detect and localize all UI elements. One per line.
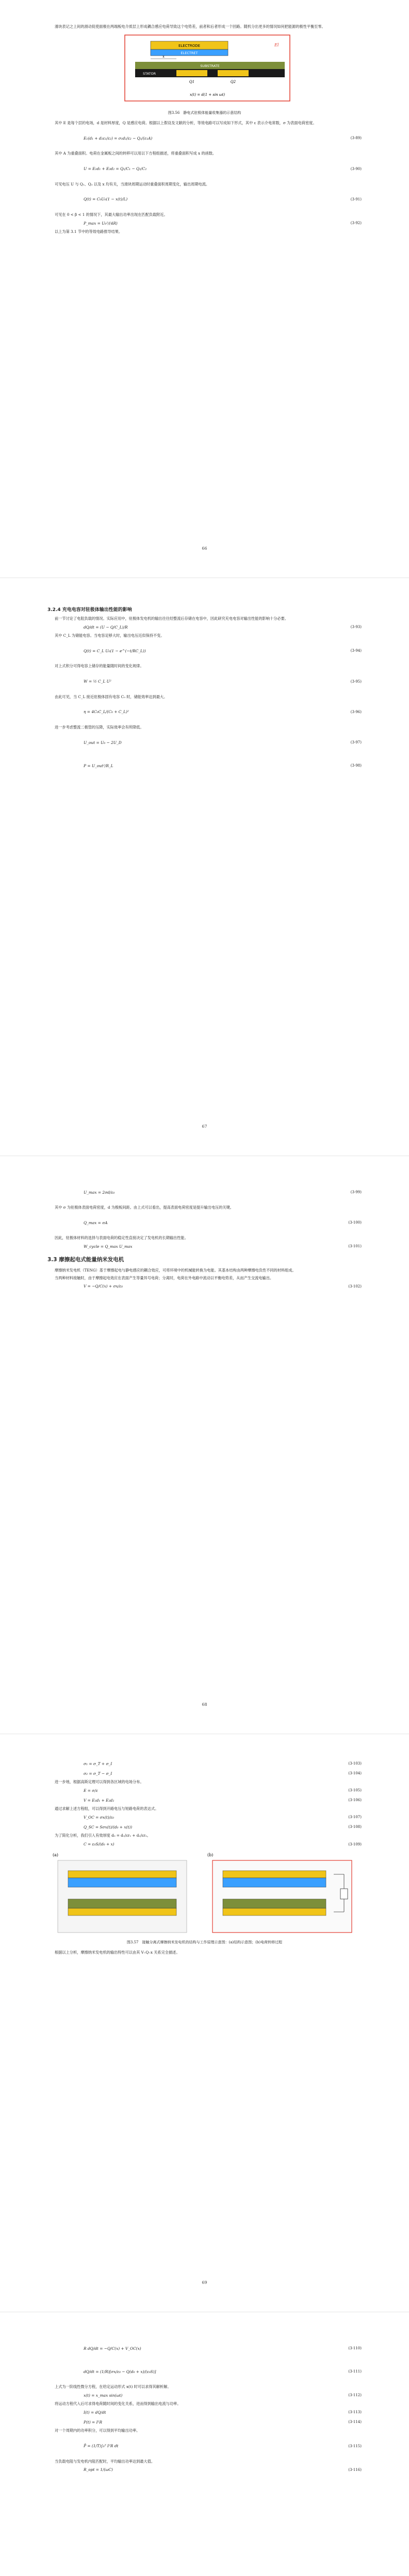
page-1: [0, 0, 409, 578]
paragraph: 摩擦纳米发电机（TENG）基于摩擦起电与静电感应的耦合效应，可将环境中的机械能转换为电能。其基本结构由两种摩擦电负性不同的材料组成。: [55, 1268, 296, 1273]
equation-number: (3-100): [348, 1221, 362, 1225]
paragraph: 将运动方程代入后可求得电荷随时间的变化关系，进而得到输出电流与功率。: [55, 2401, 181, 2406]
equation-body: x(t) = x_max sin(ωt): [84, 2393, 123, 2398]
paragraph: 其中 E 是每个层的电场，d 是材料厚度，Q 是感应电荷。根据以上假设及文献的分析，等效电路可以写成如下形式，其中 ε 表示介电常数，σ 为表面电荷密度。: [55, 121, 317, 126]
equation: [47, 640, 362, 662]
paragraph: 进一步地，根据高斯定理可以得到各区域的电场分布。: [55, 1780, 144, 1784]
x-label: x: [162, 55, 165, 59]
equation-number: (3-106): [348, 1798, 362, 1803]
equation-body: V = −Q/C(x) + σx/ε₀: [84, 1284, 123, 1289]
equation-number: (3-108): [348, 1825, 362, 1829]
equation: [47, 755, 362, 776]
q2-label: Q2: [230, 80, 236, 84]
equation-number: (3-90): [350, 166, 362, 171]
equation-body: W = ½ C_L U²: [84, 679, 111, 684]
page-number: 69: [202, 2280, 207, 2285]
equation: [47, 1823, 362, 1831]
electret-figure: [47, 31, 362, 108]
intro-paragraph: 滑块表记之上间的滑动促使面极在两端板电介质层上形成耦合感应电荷导致这个电势差，前者和后者形成一个回路。随机分出更多的情况如何把能源的极性平衡至零。: [55, 24, 325, 29]
page-number: 66: [202, 546, 207, 551]
paragraph: 其中 σ 为驻极体表面电荷密度，d 为极板间距。由上式可以看出，提高表面电荷密度是提升输出电压的关键。: [55, 1205, 234, 1210]
paragraph: 根据以上分析，摩擦纳米发电机的输出特性可以由其 V–Q–x 关系完全描述。: [55, 1950, 180, 1955]
equation-body: P_max = U₀²/(4R): [84, 221, 118, 226]
equation: [47, 2391, 362, 2399]
equation-body: E = σ/ε: [84, 1788, 98, 1793]
equation: [47, 1282, 362, 1291]
equation-number: (3-97): [350, 740, 362, 745]
paragraph: 前一节讨论了电阻负载的情况。实际应用中，驻极体发电机的输出往往经整流后存储在电容中，因此研究充电电容对输出性能的影响十分必要。: [55, 616, 288, 621]
page-4: [0, 1734, 409, 2312]
equation-body: U = E₁d₁ + E₂d₂ = Q₁/C₁ − Q₂/C₂: [84, 166, 147, 172]
q1-label: Q1: [189, 80, 195, 84]
equation-body: R dQ/dt = −Q/C(x) + V_OC(x): [84, 2346, 141, 2351]
motion-equation-label: x(t) = d(1 + sin ωt): [189, 93, 225, 97]
equation-number: (3-101): [348, 1244, 362, 1249]
equation-number: (3-91): [350, 197, 362, 201]
page-5: [0, 2312, 409, 2576]
paragraph: 当两种材料接触时，由于摩擦起电效应在表面产生等量异号电荷；分离时，电荷在外电路中流动以平衡电势差，从而产生交流电输出。: [55, 1275, 274, 1280]
paragraph: 通过求解上述方程组，可以得到开路电压与短路电荷的表达式。: [55, 1806, 159, 1811]
equation: [47, 1181, 362, 1203]
equation-body: I(t) = dQ/dt: [84, 2410, 106, 2415]
electret-diagram: [47, 31, 362, 108]
equation: [47, 219, 362, 227]
paragraph: 其中 C_L 为储能电容。当电容足够大时，输出电压近似保持不变。: [55, 633, 165, 638]
equation: [47, 2361, 362, 2382]
equation: [47, 1242, 362, 1250]
equation-body: P̄ = (1/T)∫₀ᵀ I²R dt: [84, 2444, 119, 2449]
page-2: [0, 578, 409, 1156]
equation-body: Q(t) = C₀U₀(1 − x(t)/L): [84, 197, 128, 202]
equation: [47, 1813, 362, 1821]
equation: [47, 1796, 362, 1804]
equation-number: (3-105): [348, 1788, 362, 1793]
section-heading: 3.3 摩擦起电式能量纳米发电机: [47, 1257, 124, 1263]
equation: [47, 623, 362, 631]
page-3: [0, 1156, 409, 1734]
paragraph: 以上为第 3.1 节中的等效电路推导结果。: [55, 229, 123, 234]
equation: [47, 2466, 362, 2474]
equation-body: P(t) = I²R: [84, 2419, 103, 2425]
equation-body: σ₂ = σ_T − σ_I: [84, 1771, 112, 1776]
equation-number: (3-103): [348, 1761, 362, 1766]
equation: [47, 1212, 362, 1233]
equation-number: (3-112): [348, 2393, 362, 2398]
equation: [47, 1759, 362, 1768]
equation-body: η = 4C₀C_L/(C₀ + C_L)²: [84, 709, 129, 715]
paragraph: 对上式积分可得电容上储存的能量随时间的变化规律。: [55, 664, 144, 669]
paragraph: 对一个周期内的功率积分，可以得到平均输出功率。: [55, 2428, 140, 2433]
equation-number: (3-113): [348, 2410, 362, 2415]
equation-body: Q_max = σA: [84, 1220, 108, 1225]
paragraph: 上式为一阶线性微分方程，在给定运动形式 x(t) 时可以求得其解析解。: [55, 2384, 171, 2389]
figure-caption: 图3.56 静电式驻极体能量收集器的示意结构: [168, 111, 241, 115]
paragraph: 可见在 0 < β < 1 的情况下，其最大输出功率出现在匹配负载附近。: [55, 212, 168, 217]
fig-panel-a-label: (a): [53, 1852, 59, 1857]
equation-number: (3-98): [350, 764, 362, 768]
paragraph: 当负载电阻与发电机内阻匹配时，平均输出功率达到最大值。: [55, 2459, 155, 2464]
equation-body: Q_SC = Sσx(t)/(d₀ + x(t)): [84, 1824, 133, 1829]
substrate-label: SUBSTRATE: [200, 64, 220, 69]
equation-body: Q(t) = C_L U₀(1 − e^(−t/RC_L)): [84, 648, 146, 653]
equation: [47, 2337, 362, 2359]
equation: [47, 1786, 362, 1794]
equation-body: E₁(d₁ + d₂ε₁/ε₂) = σ₁d₂/ε₂ − Q₁/(ε₁A): [84, 135, 153, 141]
page-number: 67: [202, 1124, 207, 1129]
equation: [47, 2408, 362, 2416]
equation-number: (3-92): [350, 221, 362, 226]
equation: [47, 671, 362, 692]
equation-body: V = E₁d₁ + E₂d₂: [84, 1798, 114, 1803]
teng-figure: [47, 1850, 362, 1938]
equation-number: (3-93): [350, 625, 362, 630]
equation: [47, 1840, 362, 1849]
electret-label: ELECTRET: [181, 51, 198, 56]
equation-body: V_OC = σx(t)/ε₀: [84, 1815, 114, 1820]
equation: [47, 2418, 362, 2426]
equation-number: (3-104): [348, 1771, 362, 1775]
equation-number: (3-102): [348, 1284, 362, 1289]
equation-body: dQ/dt = (U − Q/C_L)/R: [84, 624, 128, 630]
equation: [47, 2435, 362, 2457]
equation: [47, 701, 362, 723]
equation-body: W_cycle = Q_max U_max: [84, 1244, 133, 1249]
equation-number: (3-116): [348, 2467, 362, 2472]
page-number: 68: [202, 1702, 207, 1707]
equation: [47, 1769, 362, 1777]
equation-number: (3-96): [350, 709, 362, 714]
equation: [47, 732, 362, 753]
equation: [47, 189, 362, 210]
equation-body: U_max = 2σd/ε₀: [84, 1190, 115, 1195]
equation-body: dQ/dt = (1/R)[σx/ε₀ − Q(d₀ + x)/(ε₀S)]: [84, 2369, 156, 2374]
paragraph: 进一步考虑整流二极管的压降，实际效率会有所降低。: [55, 724, 144, 730]
paragraph: 为了简化分析，我们引入有效厚度 d₀ = d₁/εr₁ + d₂/εr₂。: [55, 1833, 151, 1838]
equation-number: (3-110): [348, 2346, 362, 2350]
fig-panel-b-label: (b): [207, 1852, 214, 1857]
equation-body: R_opt = 1/(ωC): [84, 2467, 113, 2472]
el-label: El: [274, 43, 279, 48]
section-heading: 3.2.4 充电电容对驻极体输出性能的影响: [47, 607, 132, 613]
equation-body: σ₁ = σ_T + σ_I: [84, 1761, 112, 1766]
equation-number: (3-89): [350, 136, 362, 141]
equation-number: (3-114): [348, 2420, 362, 2425]
equation-number: (3-107): [348, 1815, 362, 1820]
equation-number: (3-94): [350, 649, 362, 653]
equation: [47, 127, 362, 149]
paragraph: 因此，驻极体材料的选择与表面电荷的稳定性直接决定了发电机的长期输出性能。: [55, 1235, 188, 1241]
paragraph: 其中 A 为重叠面积。电荷在金属板之间的转移可以用以下方程组描述，将重叠面积写成 x 的函数。: [55, 151, 217, 156]
paragraph: 可见电压 U 与 Q₁、Q₂ 以及 x 均有关，当滑块周期运动时重叠面积周期变化，输出周期电流。: [55, 181, 210, 187]
paragraph: 由此可见，当 C_L 接近驻极体固有电容 C₀ 时，储能效率达到最大。: [55, 694, 168, 699]
equation-body: U_out = U₀ − 2U_D: [84, 740, 122, 745]
equation-body: C = ε₀S/(d₀ + x): [84, 1842, 114, 1847]
equation-number: (3-109): [348, 1842, 362, 1846]
teng-diagram: [47, 1850, 362, 1938]
equation-body: P = U_out²/R_L: [84, 763, 113, 768]
figure-caption: 图3.57 接触分离式摩擦纳米发电机的结构与工作原理示意图：(a)结构示意图；(b)电荷转移过程: [126, 1940, 283, 1944]
equation: [47, 158, 362, 180]
electrode-label: ELECTRODE: [178, 44, 201, 48]
equation-number: (3-99): [350, 1190, 362, 1194]
equation-number: (3-115): [348, 2444, 362, 2448]
equation-number: (3-111): [348, 2369, 362, 2374]
stator-label: STATOR: [143, 72, 156, 76]
equation-number: (3-95): [350, 679, 362, 684]
